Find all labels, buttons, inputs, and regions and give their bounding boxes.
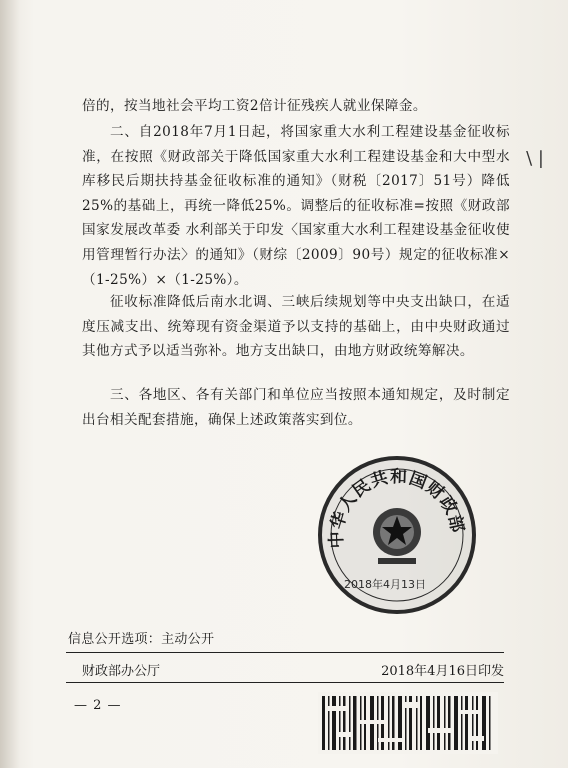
seal-graphic [322, 460, 472, 610]
page-edge-shadow [0, 0, 20, 768]
divider-top [66, 652, 504, 653]
seal-text: 中华人民共和国财政部 [326, 467, 468, 549]
paragraph-item-two: 二、自2018年7月1日起，将国家重大水利工程建设基金征收标准，在按照《财政部关于降低国家重大水利工程建设基金和大中型水库移民后期扶持基金征收标准的通知》（财税〔2017〕51号）降低25%的基础上，再统一降低25%。调整后的征收标准=按照《财政部 国家发展改革委 水利部关于印发〈国家重大水利工程建设基金征收使用管理暂行办法〉的通知》（财综〔2009〕90号）规定的征收标准×（1-25%）×（1-25%）。 [82, 124, 510, 288]
page-number: — 2 — [74, 698, 122, 713]
paragraph-continuation: 倍的，按当地社会平均工资2倍计征残疾人就业保障金。 [82, 98, 427, 114]
official-seal [318, 456, 476, 614]
issuing-office: 财政部办公厅 [82, 664, 161, 679]
paragraph-item-three: 三、各地区、各有关部门和单位应当按照本通知规定，及时制定出台相关配套措施，确保上述政策落实到位。 [82, 387, 510, 428]
info-disclosure-line: 信息公开选项：主动公开 [68, 632, 215, 647]
print-date: 2018年4月16日印发 [381, 664, 504, 679]
divider-bottom [66, 682, 504, 683]
margin-handwritten-mark: \ | [526, 148, 544, 169]
barcode-image [318, 692, 498, 754]
seal-date: 2018年4月13日 [344, 578, 426, 591]
paragraph-funding-gap: 征收标准降低后南水北调、三峡后续规划等中央支出缺口，在适度压减支出、统筹现有资金渠道予以支持的基础上，由中央财政通过其他方式予以适当弥补。地方支出缺口，由地方财政统筹解决。 [82, 294, 510, 360]
